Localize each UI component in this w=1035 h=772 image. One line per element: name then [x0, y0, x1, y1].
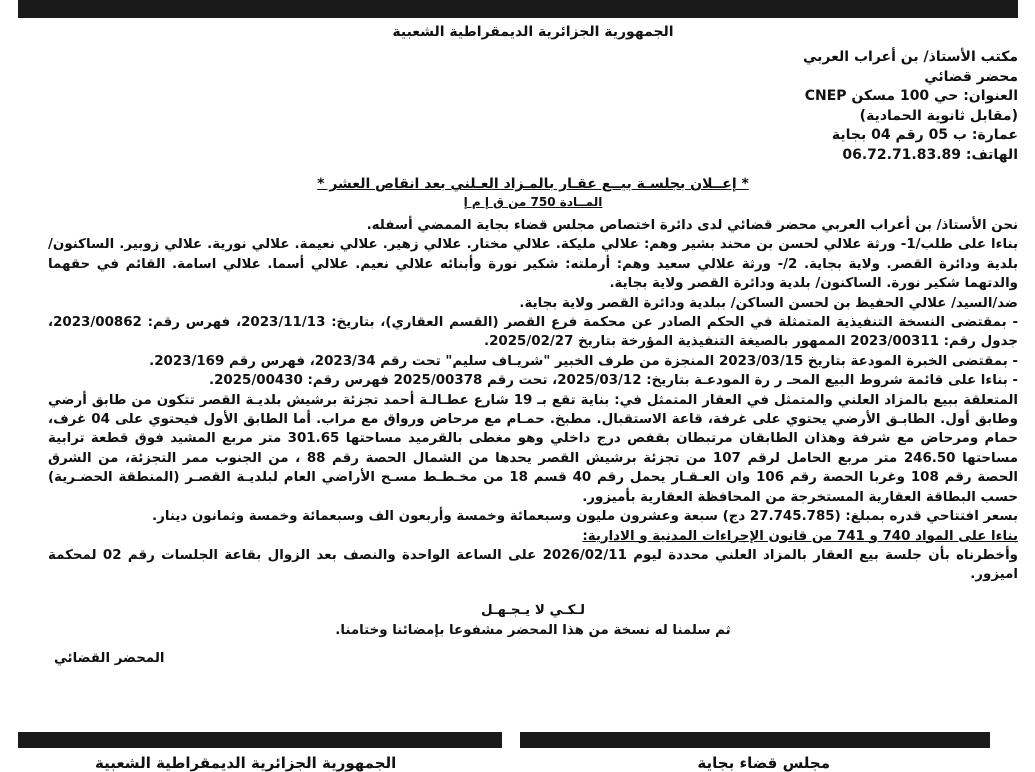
paragraph-against: ضد/السيد/ علالي الحفيظ بن لحسن الساكن/ ببلدية ودائرة القصر ولاية بجاية. — [519, 295, 1018, 311]
phone-line — [48, 146, 1018, 166]
role-line: محضر قضائي — [924, 68, 1018, 85]
paragraph-expertise: - بمقتضى الخبرة المودعة بتاريخ 2023/03/15 المنجزة من طرف الخبير "شريـاف سليم" تحت رقم 2023/34، فهرس رقم 2023/169. — [149, 353, 1018, 369]
bottom-bar-left — [18, 732, 502, 748]
building-line: عمارة: ب 05 رقم 04 بجاية — [831, 127, 1018, 143]
notice-body — [48, 216, 1018, 585]
closing-line-2: ثم سلمنا له نسخة من هذا المحضر مشفوعا بإمضائنا وختامنا. — [335, 622, 731, 638]
paragraph-hearing: وأخطرناه بأن جلسة بيع العقار بالمزاد العلني محددة ليوم 2026/02/11 على الساعة الواحدة والنصف بعد الزوال بقاعة الجلسات رقم 02 لمحكمة اميزور. — [48, 547, 1019, 583]
notice-title: * إعــلان بجلسـة بيــع عقـار بالمـزاد العـلني بعد انقاص العشر * — [317, 176, 749, 192]
bottom-court-fragment: مجلس قضاء بجاية — [697, 754, 830, 772]
bottom-bar-right — [520, 732, 990, 748]
closing-block — [48, 601, 1018, 641]
address-code: CNEP — [804, 88, 847, 104]
notice-subtitle: المــادة 750 من ق إ م إ — [463, 195, 603, 209]
paragraph-price: بسعر افتتاحي قدره بمبلغ: (27.745.785 دج) سبعة وعشرون مليون وسبعمائة وخمسة وأربعون الف وسبعمائة وخمسة وثمانون دينار. — [152, 509, 1018, 525]
paragraph-conditions: - بناءا على قائمة شروط البيع المحـ ر رة المودعـة بتاريخ: 2025/03/12، تحت رقم 2025/00378 فهرس رقم: 2025/00430. — [209, 373, 1018, 389]
bottom-republic-fragment: الجمهورية الجزائرية الديمقراطية الشعبية — [95, 754, 397, 772]
bailiff-header — [48, 48, 1018, 165]
office-line: مكتب الأستاذ/ بن أعراب العربي — [803, 49, 1018, 65]
phone-label: الهاتف: — [965, 146, 1018, 163]
address-note: (مقابل ثانوية الحمادية) — [859, 107, 1018, 124]
signature-label: المحضر القضائي — [54, 650, 165, 666]
paragraph-judgment: - بمقتضى النسخة التنفيذية المتمثلة في الحكم الصادر عن محكمة فرع القصر (القسم العقاري)، بتاريخ: 2023/11/13، فهرس رقم: 2023/00862، جدول رقم: 2023/00311 الممهور بالصيغة التنفيذية المؤرخة بتاريخ 2025/02/27. — [48, 315, 1018, 350]
paragraph-property: المتعلقة ببيع بالمزاد العلني والمتمثل في العقار المتمثل في: بناية تقع بـ 19 شارع عطـالـة أحمد تجزئة برشيش بلديـة القصر تتكون من طابق أرضي وطابق أول. الطابـق الأرضي يحتوي على غرفة، قاعة الاستقبال. مطبخ. حمـام مع مرحاض ورواق مع مراب. أما الطابق الأول فيحتوي على 04 غرف، حمام ومرحاض مع شرفة وهذان الطابقان مرتبطان بقفص درج داخلي وهو مغطى بالقرميد مساحتها 301.65 متر مربع المشيد فوق قطعة ترابية مساحتها 246.50 متر مربع الحامل لرقم 107 من تجزئة برشيش القصر يحدها من الشمال الحصة رقم 88 ، من الجنوب ممر التجزئة، من الشرق الحصة رقم 108 وغربا الحصة رقم 106 وان العـقـار يحمل رقم 40 قسم 18 من مخـطـط مسـح الأراضي العام لبلديـة القصـر (المنطقة الحضـرية) حسب البطاقة العقارية المستخرجة من المحافظة العقارية بأميزور. — [48, 392, 1019, 505]
paragraph-articles: بناءا على المواد 740 و 741 من قانون الإجراءات المدنية و الادارية: — [582, 528, 1018, 544]
phone-number: 06.72.71.83.89 — [842, 146, 962, 163]
republic-title: الجمهورية الجزائرية الديمقراطية الشعبية — [392, 24, 674, 40]
closing-line-1: لـكـي لا يـجـهـل — [480, 602, 585, 618]
next-page-fragment — [0, 732, 1035, 772]
address-line — [48, 87, 1018, 107]
paragraph-requesters: بناءا على طلب/1- ورثة علالي لحسن بن محند بشير وهم: علالي مليكة. علالي مختار. علالي زهير. علالي نعيمة. علالي نورية. علالي زوبير. الساكنون/ بلدية ودائرة القصر. ولاية بجاية. 2/- ورثة علالي سعيد وهم: أرملته: شكير نورة وأبنائه علالي نعيم. علالي أسما. علالي اسامة. القائم في حقهما والدتهما شكير نورة. الساكنون/ بلدية ودائرة القصر ولاية بجاية. — [48, 237, 1018, 292]
paragraph-intro: نحن الأستاذ/ بن أعراب العربي محضر قضائي لدى دائرة اختصاص مجلس قضاء بجاية الممضي أسفله. — [366, 218, 1018, 233]
address-label: العنوان: حي 100 مسكن — [851, 88, 1018, 104]
document-page — [48, 22, 1018, 666]
top-black-bar — [18, 0, 1018, 18]
